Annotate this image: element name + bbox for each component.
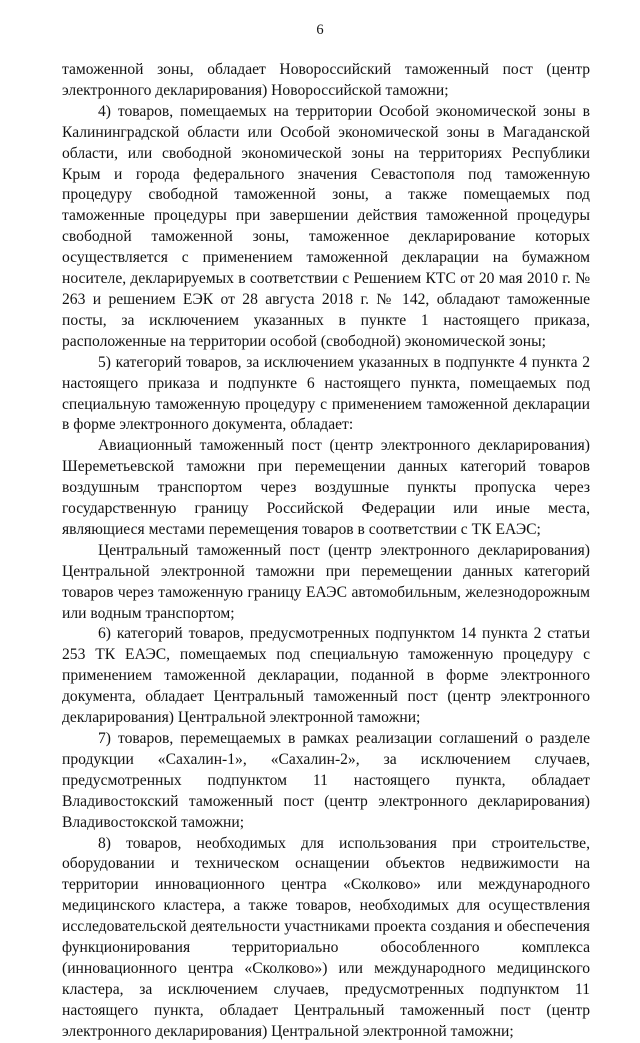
paragraph-item-5: 5) категорий товаров, за исключением указанных в подпункте 4 пункта 2 настоящего приказа и подпункте 6 настоящего пункта, помещаемых под специальную таможенную процедуру с применением таможенной декларации в форме электронного документа, обладает:: [62, 353, 590, 434]
paragraph-continuation: таможенной зоны, обладает Новороссийский таможенный пост (центр электронного декларирования) Новороссийской таможни;: [62, 61, 590, 99]
paragraph-item-8: 8) товаров, необходимых для использования при строительстве, оборудовании и техническом оснащении объектов недвижимости на территории инновационного центра «Сколково» или международного медицинского кластера, а также товаров, необходимых для осуществления исследовательской деятельности участниками проекта создания и обеспечения функционирования территориально обособленного комплекса (инновационного центра «Сколково») или международного медицинского кластера, за исключением случаев, предусмотренных подпунктом 11 настоящего пункта, обладает Центральный таможенный пост (центр электронного декларирования) Центральной электронной таможни;: [62, 834, 590, 1040]
paragraph-item-7: 7) товаров, перемещаемых в рамках реализации соглашений о разделе продукции «Сахалин-1», «Сахалин-2», за исключением случаев, предусмотренных подпунктом 11 настоящего пункта, обладает Владивостокский таможенный пост (центр электронного декларирования) Владивостокской таможни;: [62, 730, 590, 831]
document-body: [62, 60, 590, 1043]
paragraph-aviation-post: Авиационный таможенный пост (центр электронного декларирования) Шереметьевской таможни при перемещении данных категорий товаров воздушным транспортом через воздушные пункты пропуска через государственную границу Российской Федерации или иные места, являющиеся местами перемещения товаров в соответствии с ТК ЕАЭС;: [62, 437, 590, 538]
paragraph-central-post: Центральный таможенный пост (центр электронного декларирования) Центральной электронной таможни при перемещении данных категорий товаров через таможенную границу ЕАЭС автомобильным, железнодорожным или водным транспортом;: [62, 541, 590, 622]
paragraph-item-4: 4) товаров, помещаемых на территории Особой экономической зоны в Калининградской области или Особой экономической зоны в Магаданской области, или свободной экономической зоны на территориях Республики Крым и города федерального значения Севастополя под таможенную процедуру свободной таможенной зоны, а также помещаемых под таможенные процедуры при завершении действия таможенной процедуры свободной таможенной зоны, таможенное декларирование которых осуществляется с применением таможенной декларации на бумажном носителе, декларируемых в соответствии с Решением КТС от 20 мая 2010 г. № 263 и решением ЕЭК от 28 августа 2018 г. № 142, обладают таможенные посты, за исключением указанных в пункте 1 настоящего приказа, расположенные на территории особой (свободной) экономической зоны;: [62, 102, 590, 350]
paragraph-item-6: 6) категорий товаров, предусмотренных подпунктом 14 пункта 2 статьи 253 ТК ЕАЭС, помещаемых под специальную таможенную процедуру с применением таможенной декларации, поданной в форме электронного документа, обладает Центральный таможенный пост (центр электронного декларирования) Центральной электронной таможни;: [62, 625, 590, 727]
page-number: 6: [316, 22, 324, 38]
